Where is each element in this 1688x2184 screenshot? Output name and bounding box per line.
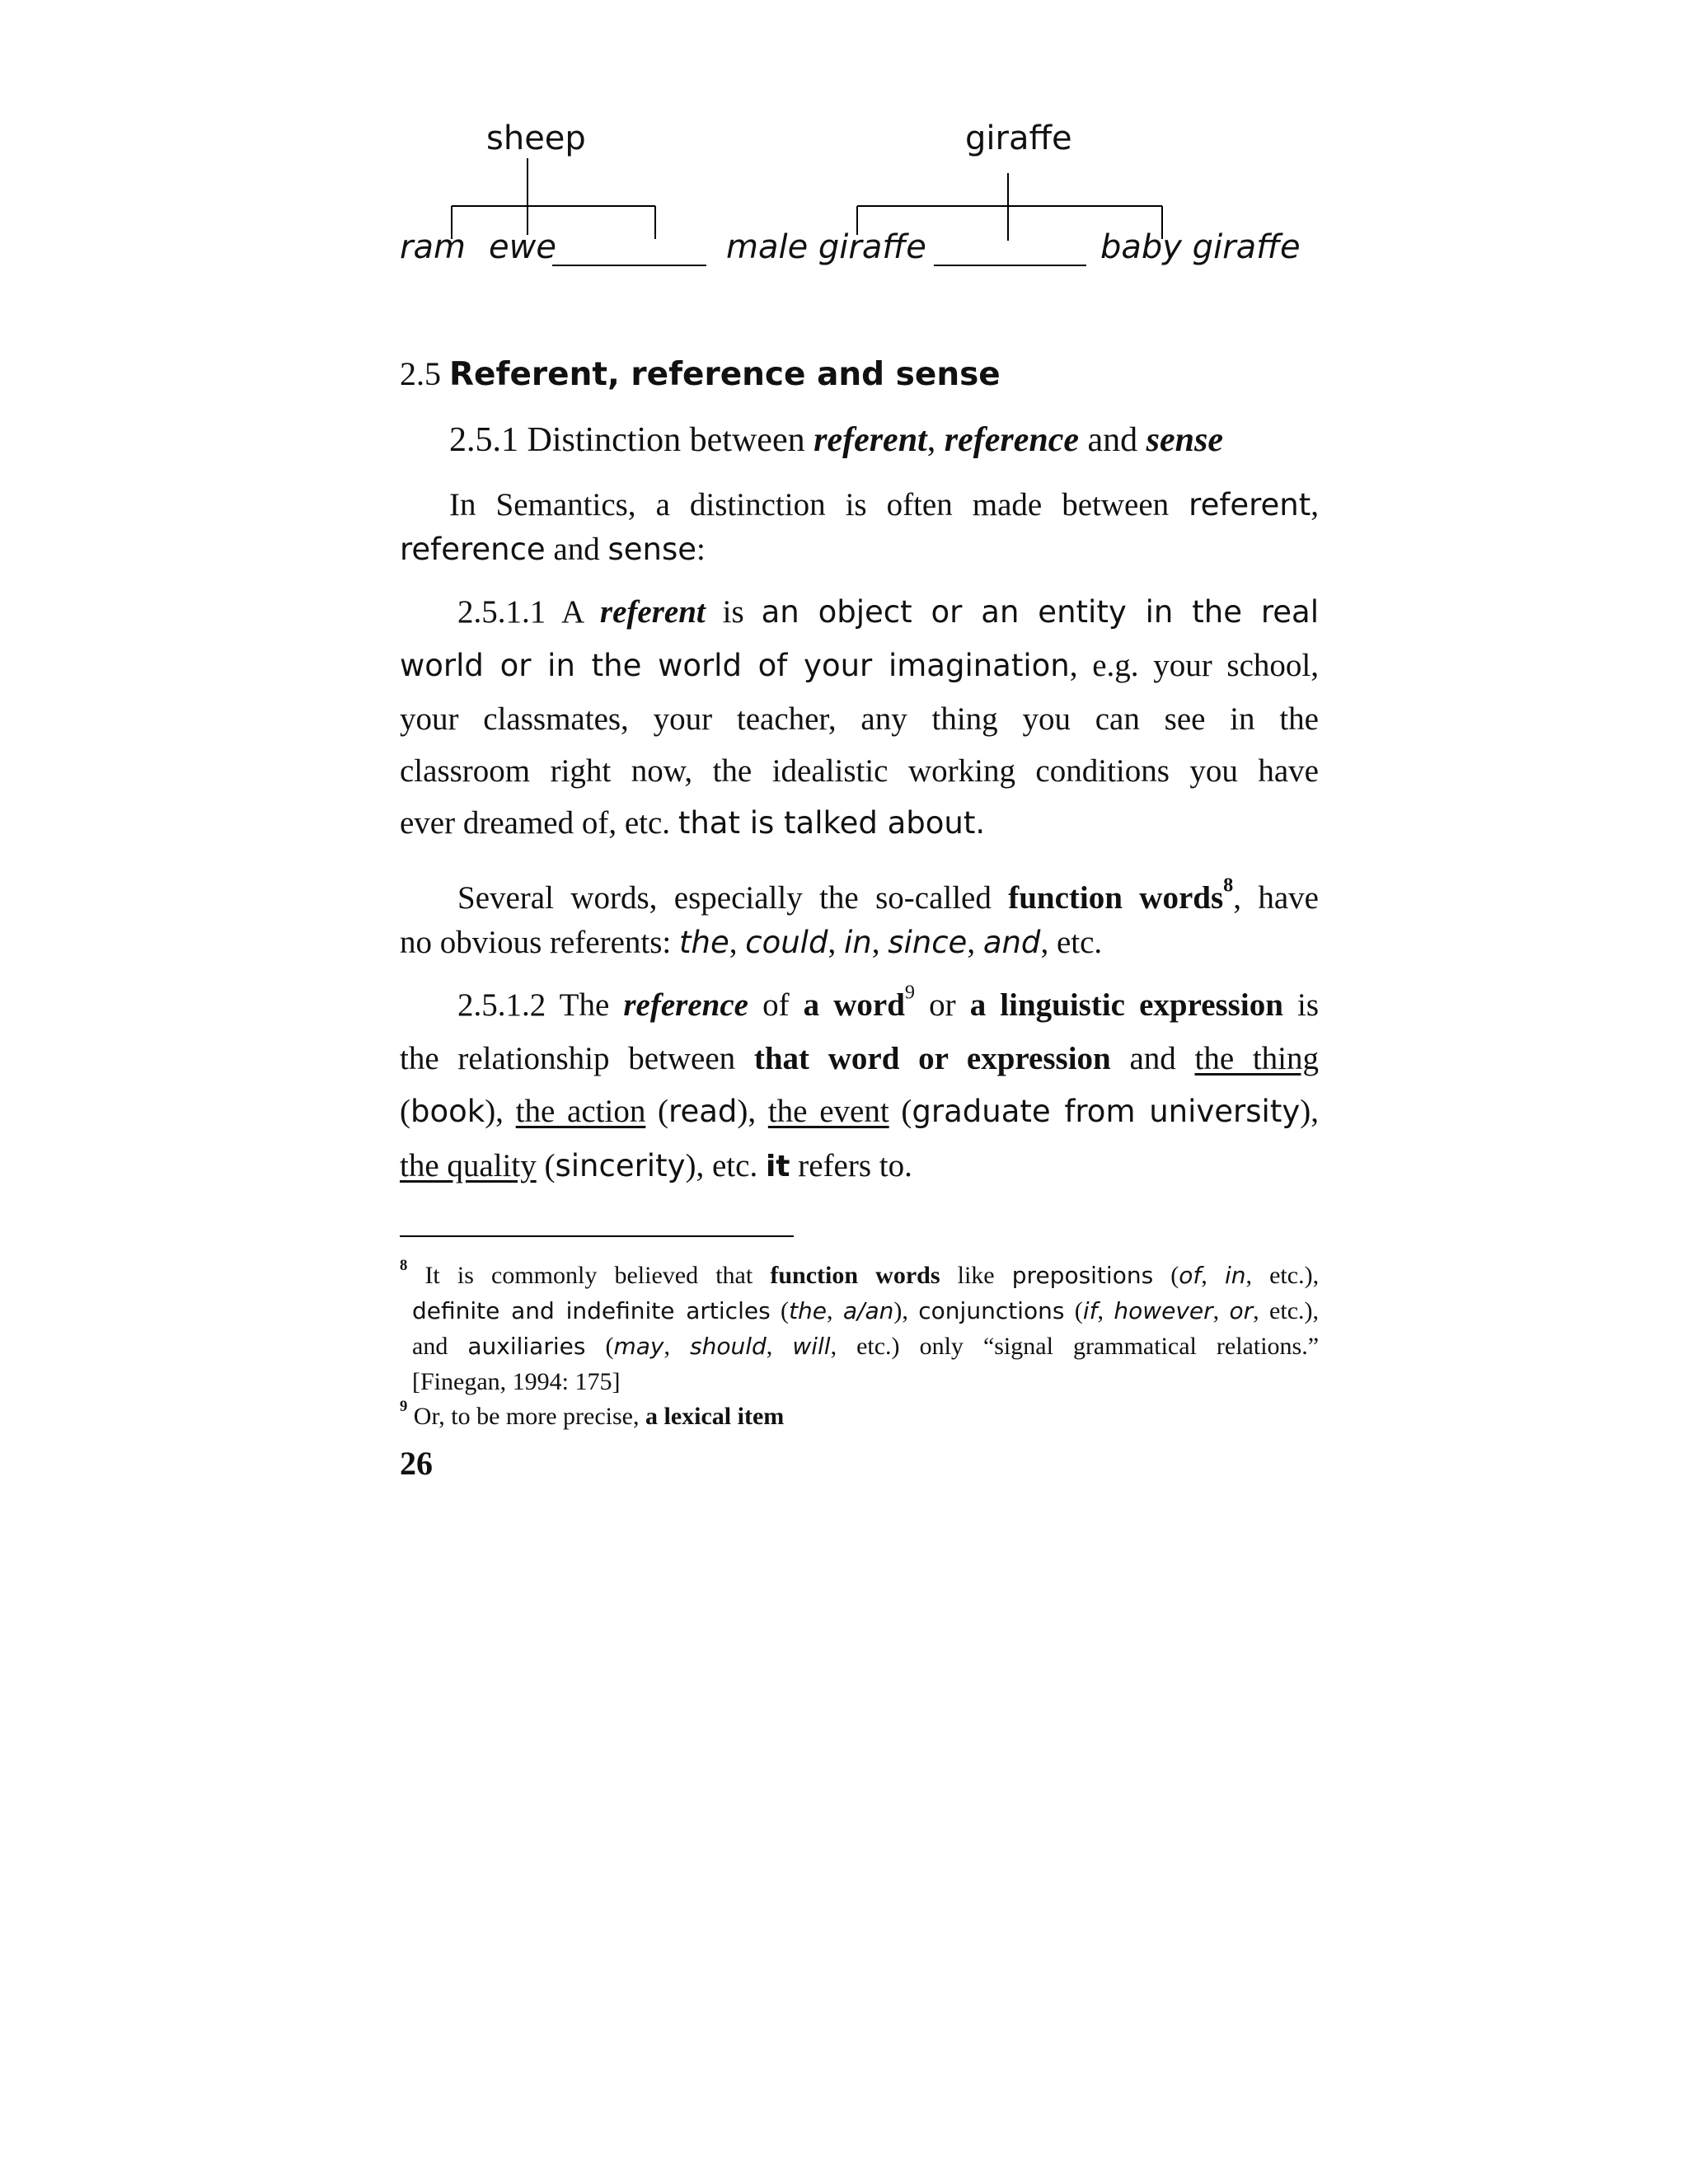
p2-line-2: no obvious referents: the, could, in, since, and, etc. [400, 925, 1103, 960]
footnote-8-line-2: definite and indefinite articles (the, a/an), conjunctions (if, however, or, etc.), [412, 1297, 1320, 1324]
tree-leaf-ram: ram [400, 228, 466, 266]
tree-leaf-ewe: ewe [489, 228, 556, 266]
tree-leaf-baby-giraffe: baby giraffe [1100, 228, 1301, 266]
p1-line-5: ever dreamed of, etc. that is talked about. [400, 805, 986, 841]
footnote-8-citation: [Finegan, 1994: 175] [412, 1368, 621, 1395]
subsection-heading: 2.5.1 Distinction between referent, reference and sense [449, 421, 1223, 459]
section-number: 2.5 [400, 355, 441, 392]
section-heading [400, 354, 1001, 393]
p3-line-2: the relationship between that word or expression and the thing [400, 1041, 1320, 1076]
p3-line-3: (book), the action (read), the event (graduate from university), [400, 1094, 1319, 1129]
intro-line-2: reference and sense: [400, 532, 706, 567]
intro-line-1: In Semantics, a distinction is often made between referent, [449, 487, 1319, 523]
footnote-9: $^9$ Or, to be more precise, a lexical item [400, 1398, 785, 1430]
p3-line-1: 2.5.1.2 The reference of a word$^9$ or a linguistic expression is [457, 981, 1319, 1023]
p1-line-2: world or in the world of your imagination, e.g. your school, [400, 648, 1319, 683]
subsection-number: 2.5.1 [449, 421, 518, 459]
p1-line-4: classroom right now, the idealistic working conditions you have [400, 753, 1319, 789]
p3-line-4: the quality (sincerity), etc. it refers to. [400, 1148, 912, 1183]
footnote-8-line-3: and auxiliaries (may, should, will, etc.) only “signal grammatical relations.” [412, 1333, 1320, 1360]
page-number: 26 [400, 1445, 433, 1482]
section-title: Referent, reference and sense [449, 356, 1001, 393]
p1-line-1: 2.5.1.1 A referent is an object or an entity in the real [457, 594, 1320, 630]
p1-line-3: your classmates, your teacher, any thing you can see in the [400, 701, 1319, 737]
tree-root-giraffe: giraffe [965, 120, 1072, 157]
tree-leaf-male-giraffe: male giraffe [726, 228, 926, 266]
footnote-8-line-1: $^8$ It is commonly believed that function words like prepositions (of, in, etc.), [400, 1257, 1320, 1289]
p2-line-1: Several words, especially the so-called function words$^8$, have [457, 874, 1319, 916]
page [400, 0, 1319, 2184]
footnote-rule [400, 1235, 794, 1237]
tree-root-sheep: sheep [486, 120, 586, 157]
